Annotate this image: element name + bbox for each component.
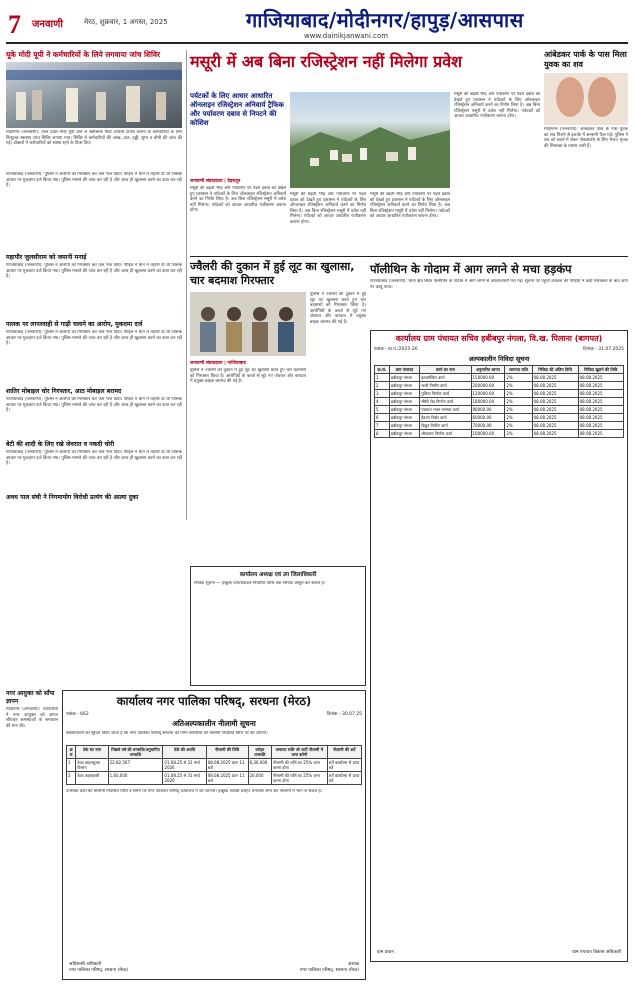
tender-note: उपरोक्त ठेकों की नीलामी निर्धारित तिथि व समय पर नगर पालिका परिषद् कार्यालय में की जाएगी। इच्छुक व्यक्ति धरोहर धनराशि जमा कर नीलामी में भाग ले सकते हैं। bbox=[66, 789, 323, 794]
jewelry-photo bbox=[190, 292, 306, 356]
table-body bbox=[67, 759, 362, 785]
table-cell: 150000.00 bbox=[471, 374, 505, 382]
table-cell: शौचालय निर्माण कार्य bbox=[420, 430, 471, 438]
tender-ref-row bbox=[66, 711, 362, 717]
column-header: नीलामी की तिथि bbox=[206, 746, 248, 759]
table-cell: इंटरलॉकिंग कार्य bbox=[420, 374, 471, 382]
tender-signatures bbox=[377, 949, 621, 955]
table-cell: 08.08.2025 bbox=[532, 382, 578, 390]
table-cell: 08.08.2025 bbox=[532, 422, 578, 430]
table-cell: 2% bbox=[505, 422, 532, 430]
story-text: पुलिस ने ज्वैलरी की दुकान में हुई लूट का खुलासा करते हुए चार बदमाशों को गिरफ्तार किया है। आरोपियों के कब्जे से लूटे गए जेवरात और वारदात में प्रयुक्त बाइक बरामद की गई है। bbox=[190, 368, 306, 385]
table-cell: सीसी रोड निर्माण कार्य bbox=[420, 398, 471, 406]
paper-name: जनवाणी bbox=[32, 19, 63, 30]
table-cell: 2 bbox=[67, 772, 76, 785]
main-story-text-col1 bbox=[190, 178, 286, 252]
table-cell: 6,30,000 bbox=[248, 759, 272, 772]
column-header: कार्य का नाम bbox=[420, 366, 471, 374]
headline: पॉलीथिन के गोदाम में आग लगने से मचा हड़कंप bbox=[370, 262, 572, 276]
main-subheadline: पर्यटकों के लिए आधार आधारित ऑनलाइन रजिस्ट्रेशन अनिवार्य ट्रैफिक और पर्यावरण दबाव से निपटने की कोशिश bbox=[190, 92, 284, 127]
table-row bbox=[375, 382, 624, 390]
main-story-text-col3 bbox=[370, 192, 450, 252]
column-header: ग्राम पंचायत bbox=[389, 366, 419, 374]
main-headline: मसूरी में अब बिना रजिस्ट्रेशन नहीं मिलेगा प्रवेश bbox=[190, 52, 463, 71]
table-cell: 08.08.2025 bbox=[578, 398, 623, 406]
story-text: मसूरी की बढ़ती भीड़ और पर्यावरण पर पड़ते दबाव को देखते हुए प्रशासन ने पर्यटकों के लिए ऑनलाइन रजिस्ट्रेशन अनिवार्य करने का निर्णय लिया है। अब बिना रजिस्ट्रेशन मसूरी में प्रवेश नहीं मिलेगा। पर्यटकों को आधार आधारित पंजीकरण कराना होगा। bbox=[290, 192, 366, 225]
table-cell: हबीबपुर नंगला bbox=[389, 374, 419, 382]
table-cell: 2% bbox=[505, 398, 532, 406]
table-cell: 7 bbox=[375, 422, 390, 430]
table-cell: 120000.00 bbox=[471, 390, 505, 398]
table-row bbox=[67, 759, 362, 772]
news-photo bbox=[6, 62, 182, 128]
event-photo-icon bbox=[6, 62, 182, 128]
table-cell: 08.08.2025 प्रातः 11 बजे bbox=[206, 772, 248, 785]
arrested-group-photo-icon bbox=[190, 292, 306, 356]
story-text: मसूरी की बढ़ती भीड़ और पर्यावरण पर पड़ते दबाव को देखते हुए प्रशासन ने पर्यटकों के लिए ऑनलाइन रजिस्ट्रेशन अनिवार्य करने का निर्णय लिया है। अब बिना रजिस्ट्रेशन मसूरी में प्रवेश नहीं मिलेगा। पर्यटकों को आधार आधारित पंजीकरण कराना होगा। bbox=[190, 186, 286, 214]
table-cell: हैंडपंप रिबोर कार्य bbox=[420, 414, 471, 422]
table-cell: 08.08.2025 प्रातः 11 बजे bbox=[206, 759, 248, 772]
tender-notice-bottom bbox=[62, 690, 366, 980]
table-row bbox=[375, 414, 624, 422]
table-cell: 2 bbox=[375, 382, 390, 390]
story-text: पुलिस ने ज्वैलरी की दुकान में हुई लूट का खुलासा करते हुए चार बदमाशों को गिरफ्तार किया है। आरोपियों के कब्जे से लूटे गए जेवरात और वारदात में प्रयुक्त बाइक बरामद की गई है। bbox=[310, 292, 366, 325]
subhead: पालक पर लापरवाही से गाड़ी चलाने का आरोप, मुकदमा दर्ज bbox=[6, 321, 143, 328]
table-cell: 08.08.2025 bbox=[578, 406, 623, 414]
table-cell: 08.08.2025 bbox=[578, 390, 623, 398]
story-text: गाजियाबाद (जनवाणी): पुलिस ने आरोपी को गिरफ्तार कर जेल भेज दिया। पीड़ित ने थाने में तहरीर दी थी जिसके आधार पर मुकदमा दर्ज किया गया। पुलिस मामले की जांच कर रही है और जल्द ही खुलासा करने का दावा कर रही है। bbox=[6, 450, 182, 467]
table-cell: 1,60,000 bbox=[108, 772, 163, 785]
column-header: नीलामी की शर्ते bbox=[327, 746, 361, 759]
hill-town-photo-icon bbox=[290, 92, 450, 188]
column-header: पिछले वर्ष की धनराशि/अनुमानित धनराशि bbox=[108, 746, 163, 759]
tender-title: कार्यालय नगर पालिका परिषद्, सरधना (मेरठ) bbox=[116, 694, 312, 708]
tender-intro: सर्वसाधारण को सूचित किया जाता है कि नगर पालिका परिषद् सरधना की निम्न संपत्तियों की नीलामी निर्धारित तिथि पर की जाएगी। bbox=[66, 731, 268, 736]
sign-right: ग्राम पंचायत विकास अधिकारी bbox=[572, 950, 621, 955]
tender-ref: पत्रांक - 662 bbox=[66, 712, 89, 717]
tender-subtitle: अतिअल्पकालीन नीलामी सूचना bbox=[172, 719, 256, 728]
tender-notice-right bbox=[370, 330, 628, 962]
table-row bbox=[375, 374, 624, 382]
table-cell: 2% bbox=[505, 406, 532, 414]
news-photo bbox=[544, 73, 628, 125]
table-cell: 08.08.2025 bbox=[532, 390, 578, 398]
table-cell: 08.08.2025 bbox=[532, 430, 578, 438]
sign-left-office: नगर पालिका परिषद्, सरधना (मेरठ) bbox=[69, 968, 129, 973]
table-cell: ठेका तहबाज़ारी bbox=[76, 772, 108, 785]
table-cell: 4 bbox=[375, 398, 390, 406]
subhead: अवध पाल संघी ने निगमायोग विरोधी प्रत्यंग की आत्मा दुका bbox=[6, 494, 139, 501]
table-row bbox=[375, 390, 624, 398]
table-cell: नीलामी की राशि का 25% जमा करना होगा bbox=[272, 759, 328, 772]
table-cell: 22,82,567 bbox=[108, 759, 163, 772]
subhead: महापौर जुलसीराम को जमानी मनाई bbox=[6, 254, 87, 261]
sign-left: अधिशासी अधिकारी bbox=[69, 962, 102, 967]
story-text: मोदीनगर (जनवाणी): उत्तर प्रदेश मोदी यूपी और जे स्वास्तिक मोदी अपोलो टायर्स कंपनी के कर्मचारियों के लिए निःशुल्क स्वास्थ्य जांच शिविर लगाया गया। शिविर में कर्मचारियों की आंख, दांत, हड्डी, शुगर व बीपी की जांच की गई। डॉक्टरों ने कर्मचारियों को स्वस्थ रहने के टिप्स दिए। bbox=[6, 130, 182, 147]
masthead bbox=[6, 4, 628, 44]
table-row bbox=[375, 422, 624, 430]
table-cell: 2% bbox=[505, 374, 532, 382]
table-cell: 60000.00 bbox=[471, 414, 505, 422]
byline: जनवाणी संवाददाता | गाजियाबाद bbox=[190, 361, 246, 366]
table-cell: 200000.00 bbox=[471, 382, 505, 390]
column-header: निविदा खुलने की तिथि bbox=[578, 366, 623, 374]
headline: नगर आयुक्त को साँपा ज्ञापन bbox=[6, 690, 55, 705]
subhead: शातिर मोबाइल चोर गिरफ्तार, आठ मोबाइल बरामद bbox=[6, 388, 122, 395]
table-cell: हबीबपुर नंगला bbox=[389, 382, 419, 390]
divider bbox=[190, 256, 628, 257]
table-cell: 1 bbox=[375, 374, 390, 382]
table-cell: 90000.00 bbox=[471, 406, 505, 414]
table-cell: पुलिया निर्माण कार्य bbox=[420, 390, 471, 398]
table-row bbox=[375, 430, 624, 438]
bottom-left-story bbox=[6, 690, 58, 980]
table-cell: हबीबपुर नंगला bbox=[389, 398, 419, 406]
column-divider bbox=[186, 50, 187, 520]
story-text: मोदीनगर (जनवाणी): व्यापारियों ने नगर आयुक्त को ज्ञापन सौंपकर समस्याओं के समाधान की मांग की। bbox=[6, 707, 58, 729]
jewelry-story-text-col2 bbox=[310, 292, 366, 520]
story-text: गाजियाबाद (जनवाणी): पुलिस ने आरोपी को गिरफ्तार कर जेल भेज दिया। पीड़ित ने थाने में तहरीर दी थी जिसके आधार पर मुकदमा दर्ज किया गया। पुलिस मामले की जांच कर रही है और जल्द ही खुलासा करने का दावा कर रही है। bbox=[6, 397, 182, 414]
table-cell: 08.08.2025 bbox=[578, 374, 623, 382]
table-cell: 180000.00 bbox=[471, 398, 505, 406]
headline: ज्वैलरी की दुकान में हुई लूट का खुलासा, चार बदमाश गिरफ्तार bbox=[190, 260, 355, 287]
table-body bbox=[375, 374, 624, 438]
edition-title: गाजियाबाद/मोदीनगर/हापुड़/आसपास bbox=[246, 8, 524, 32]
table-cell: नाली निर्माण कार्य bbox=[420, 382, 471, 390]
polythene-story bbox=[370, 262, 628, 326]
table-cell: 2% bbox=[505, 382, 532, 390]
mussoorie-photo bbox=[290, 92, 450, 188]
main-story-text-col2 bbox=[290, 192, 366, 252]
tender-date: दिनांक - 30.07.25 bbox=[326, 712, 362, 717]
tender-title: कार्यालय ग्राम पंचायत सचिव हबीबपुर नंगला, वि.ख. पिलाना (बागपत) bbox=[395, 334, 603, 343]
sign-left: ग्राम प्रधान bbox=[377, 950, 394, 955]
tender-date: दिनांक - 31.07.2025 bbox=[583, 347, 624, 352]
tender-subtitle: अल्पकालीन निविदा सूचना bbox=[468, 355, 530, 363]
column-header: जमानत राशि जो पार्टी नीलामी में जमा करेगी bbox=[272, 746, 328, 759]
story-text: मोदीनगर (जनवाणी): आंबेडकर पार्क के पास युवक का शव मिलने से इलाके में सनसनी फैल गई। पुलिस ने शव को कब्जे में लेकर पोस्टमार्टम के लिए भेजा। मृतक की शिनाख्त के प्रयास जारी हैं। bbox=[544, 127, 628, 149]
tender-table bbox=[374, 365, 624, 438]
headline: आंबेडकर पार्क के पास मिला युवक का शव bbox=[544, 50, 627, 69]
table-cell: विद्युत फिटिंग कार्य bbox=[420, 422, 471, 430]
table-cell: 70000.00 bbox=[471, 422, 505, 430]
table-cell: शर्तें कार्यालय से प्राप्त करें bbox=[327, 772, 361, 785]
table-cell: 08.08.2025 bbox=[532, 406, 578, 414]
headline: यूके मोदी यूपी ने कर्मचारियों के लिये लगवाया जांच शिविर bbox=[6, 50, 160, 59]
tender-signatures bbox=[69, 961, 359, 973]
table-cell: पंचायत भवन मरम्मत कार्य bbox=[420, 406, 471, 414]
top-left-story bbox=[6, 50, 182, 170]
column-header: निविदा की अंतिम तिथि bbox=[532, 366, 578, 374]
column-header: क्र.सं. bbox=[375, 366, 390, 374]
table-cell: 20,000 bbox=[248, 772, 272, 785]
table-cell: 3 bbox=[375, 390, 390, 398]
table-cell: हबीबपुर नंगला bbox=[389, 414, 419, 422]
story-text: गाजियाबाद (जनवाणी): थाना क्षेत्र स्थित पॉलीथिन के गोदाम में आग लगने से अफरातफरी मच गई। सूचना पर पहुंची दमकल की गाड़ियों ने कड़ी मशक्कत के बाद आग पर काबू पाया। bbox=[370, 279, 628, 290]
column-header: क्र सं bbox=[67, 746, 76, 759]
table-cell: 08.08.2025 bbox=[578, 430, 623, 438]
right-top-story bbox=[544, 50, 628, 255]
story-text: गाजियाबाद (जनवाणी): पुलिस ने आरोपी को गिरफ्तार कर जेल भेज दिया। पीड़ित ने थाने में तहरीर दी थी जिसके आधार पर मुकदमा दर्ज किया गया। पुलिस मामले की जांच कर रही है और जल्द ही खुलासा करने का दावा कर रही है। bbox=[6, 330, 182, 347]
subhead: बेटी की शादी के लिए रखे जेवरात व नकदी चोरी bbox=[6, 441, 115, 448]
table-row bbox=[67, 772, 362, 785]
column-header: ठेके का नाम bbox=[76, 746, 108, 759]
table-cell: 2% bbox=[505, 414, 532, 422]
table-cell: 01.08.25 से 31 मार्च 2026 bbox=[163, 759, 206, 772]
table-cell: 08.08.2025 bbox=[532, 414, 578, 422]
table-header-row bbox=[67, 746, 362, 759]
story-text: मसूरी की बढ़ती भीड़ और पर्यावरण पर पड़ते दबाव को देखते हुए प्रशासन ने पर्यटकों के लिए ऑनलाइन रजिस्ट्रेशन अनिवार्य करने का निर्णय लिया है। अब बिना रजिस्ट्रेशन मसूरी में प्रवेश नहीं मिलेगा। पर्यटकों को आधार आधारित पंजीकरण कराना होगा। bbox=[454, 92, 540, 120]
tender-ref: पत्रांक - ग्रा.पं./2025-26 bbox=[374, 347, 418, 352]
table-cell: हबीबपुर नंगला bbox=[389, 430, 419, 438]
table-cell: 1 bbox=[67, 759, 76, 772]
sign-right: अध्यक्ष bbox=[348, 962, 359, 967]
table-cell: 01.08.25 से 31 मार्च 2026 bbox=[163, 772, 206, 785]
edition-info: मेरठ, शुक्रवार, 1 अगस्त, 2025 bbox=[84, 18, 168, 26]
table-row bbox=[375, 406, 624, 414]
column-header: जमानत राशि bbox=[505, 366, 532, 374]
sign-right-office: नगर पालिका परिषद्, सरधना (मेरठ) bbox=[299, 968, 359, 973]
column-header: धरोहर धनराशि bbox=[248, 746, 272, 759]
column-left-stories bbox=[6, 172, 182, 524]
table-cell: 6 bbox=[375, 414, 390, 422]
byline: जनवाणी संवाददाता | देहरादून bbox=[190, 179, 241, 184]
table-cell: 08.08.2025 bbox=[578, 414, 623, 422]
table-cell: हबीबपुर नंगला bbox=[389, 390, 419, 398]
table-cell: 5 bbox=[375, 406, 390, 414]
notice-title: कार्यालय अध्यक्ष एवं उप जिलाधिकारी bbox=[239, 572, 317, 578]
sign-block-left bbox=[69, 961, 128, 973]
table-cell: ठेका वाहनशुल्क विभाग bbox=[76, 759, 108, 772]
table-header-row bbox=[375, 366, 624, 374]
story-text: गाजियाबाद (जनवाणी): पुलिस ने आरोपी को गिरफ्तार कर जेल भेज दिया। पीड़ित ने थाने में तहरीर दी थी जिसके आधार पर मुकदमा दर्ज किया गया। पुलिस मामले की जांच कर रही है और जल्द ही खुलासा करने का दावा कर रही है। bbox=[6, 172, 182, 189]
table-cell: हबीबपुर नंगला bbox=[389, 406, 419, 414]
notice-text: निविदा सूचना — इच्छुक फर्म/ठेकेदार निर्धारित तिथि तक निविदा प्रस्तुत कर सकते हैं। bbox=[194, 581, 326, 586]
table-cell: हबीबपुर नंगला bbox=[389, 422, 419, 430]
feet-photo-icon bbox=[544, 73, 628, 125]
table-cell: 2% bbox=[505, 430, 532, 438]
column-header: अनुमानित लागत bbox=[471, 366, 505, 374]
jewelry-story-text bbox=[190, 360, 306, 520]
table-cell: 8 bbox=[375, 430, 390, 438]
story-text: गाजियाबाद (जनवाणी): पुलिस ने आरोपी को गिरफ्तार कर जेल भेज दिया। पीड़ित ने थाने में तहरीर दी थी जिसके आधार पर मुकदमा दर्ज किया गया। पुलिस मामले की जांच कर रही है और जल्द ही खुलासा करने का दावा कर रही है। bbox=[6, 263, 182, 280]
notice-ad bbox=[190, 566, 366, 686]
auction-table bbox=[66, 745, 362, 785]
table-cell: 2% bbox=[505, 390, 532, 398]
table-cell: 08.08.2025 bbox=[578, 382, 623, 390]
sign-block-right bbox=[300, 961, 359, 973]
table-cell: 08.08.2025 bbox=[532, 398, 578, 406]
table-cell: नीलामी की राशि का 25% जमा करना होगा bbox=[272, 772, 328, 785]
page-number: 7 bbox=[8, 10, 21, 39]
tender-ref-row bbox=[374, 346, 624, 352]
column-header: ठेके की अवधि bbox=[163, 746, 206, 759]
table-cell: 100000.00 bbox=[471, 430, 505, 438]
main-story-text-col4 bbox=[454, 92, 540, 252]
website: www.dainikjanwani.com bbox=[304, 32, 389, 40]
table-cell: 08.08.2025 bbox=[578, 422, 623, 430]
table-row bbox=[375, 398, 624, 406]
table-cell: शर्तें कार्यालय से प्राप्त करें bbox=[327, 759, 361, 772]
table-cell: 08.08.2025 bbox=[532, 374, 578, 382]
main-story-headline-block bbox=[190, 52, 540, 92]
story-text: मसूरी की बढ़ती भीड़ और पर्यावरण पर पड़ते दबाव को देखते हुए प्रशासन ने पर्यटकों के लिए ऑनलाइन रजिस्ट्रेशन अनिवार्य करने का निर्णय लिया है। अब बिना रजिस्ट्रेशन मसूरी में प्रवेश नहीं मिलेगा। पर्यटकों को आधार आधारित पंजीकरण कराना होगा। bbox=[370, 192, 450, 220]
